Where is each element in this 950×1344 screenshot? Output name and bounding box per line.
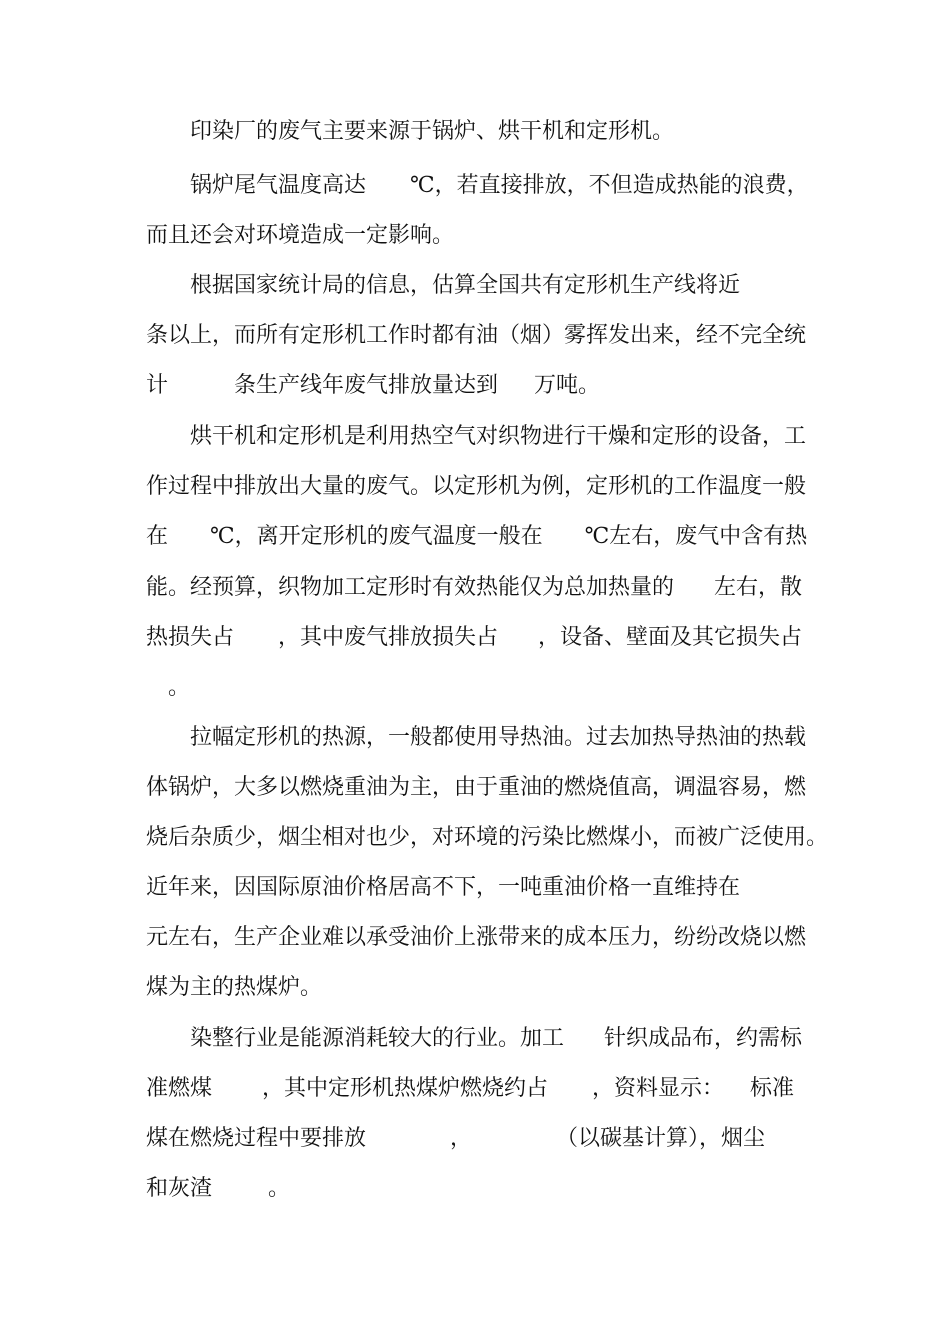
- paragraph-4-line-5: [146, 624, 810, 652]
- paragraph-2-line-1: [190, 172, 810, 200]
- text-segment: ，其中定形机热煤炉燃烧约占: [262, 1076, 549, 1101]
- paragraph-5-line-5: 元左右，生产企业难以承受油价上涨带来的成本压力，纷纷改烧以燃: [146, 925, 807, 950]
- paragraph-3-line-2: 条以上，而所有定形机工作时都有油（烟）雾挥发出来，经不完全统: [146, 323, 807, 348]
- text-segment: ，: [450, 1126, 473, 1151]
- paragraph-6-line-2: [146, 1075, 810, 1103]
- text-segment: 染整行业是能源消耗较大的行业。加工: [190, 1026, 565, 1051]
- text-segment: 煤在燃烧过程中要排放: [146, 1126, 367, 1151]
- text-segment: 和灰渣: [146, 1176, 213, 1201]
- text-segment: ℃，若直接排放，不但造成热能的浪费，: [410, 173, 809, 198]
- paragraph-6-line-1: [190, 1025, 810, 1053]
- paragraph-6-line-4: [146, 1175, 810, 1203]
- text-segment: ℃，离开定形机的废气温度一般在: [210, 524, 543, 549]
- text-segment: 锅炉尾气温度高达: [190, 173, 367, 198]
- paragraph-4-line-6: 。: [168, 675, 191, 700]
- text-segment: 万吨。: [534, 373, 601, 398]
- text-segment: ℃左右，废气中含有热: [584, 524, 808, 549]
- text-segment: 能。经预算，织物加工定形时有效热能仅为总加热量的: [146, 575, 675, 600]
- paragraph-5-line-3: 烧后杂质少，烟尘相对也少，对环境的污染比燃煤小，而被广泛使用。: [146, 825, 829, 850]
- text-segment: 热损失占: [146, 625, 235, 650]
- text-segment: 左右，散: [714, 575, 803, 600]
- paragraph-6-line-3: [146, 1125, 810, 1153]
- text-segment: ，设备、壁面及其它损失占: [538, 625, 803, 650]
- paragraph-5-line-6: 煤为主的热煤炉。: [146, 975, 323, 1000]
- paragraph-4-line-2: 作过程中排放出大量的废气。以定形机为例，定形机的工作温度一般: [146, 474, 807, 499]
- paragraph-4-line-3: [146, 523, 810, 551]
- paragraph-5-line-2: 体锅炉，大多以燃烧重油为主，由于重油的燃烧值高，调温容易，燃: [146, 775, 807, 800]
- paragraph-4-line-1: 烘干机和定形机是利用热空气对织物进行干燥和定形的设备，工: [190, 424, 807, 449]
- paragraph-5-line-4: 近年来，因国际原油价格居高不下，一吨重油价格一直维持在: [146, 875, 741, 900]
- text-segment: 条生产线年废气排放量达到: [234, 373, 499, 398]
- text-segment: 。: [268, 1176, 291, 1201]
- text-segment: 准燃煤: [146, 1076, 213, 1101]
- paragraph-3-line-1: 根据国家统计局的信息，估算全国共有定形机生产线将近: [190, 273, 741, 298]
- text-segment: 标准: [750, 1076, 795, 1101]
- text-segment: （以碳基计算），烟尘: [556, 1126, 766, 1151]
- paragraph-3-line-3: [146, 372, 810, 400]
- paragraph-2-line-2: 而且还会对环境造成一定影响。: [146, 223, 455, 248]
- text-segment: ，其中废气排放损失占: [278, 625, 499, 650]
- paragraph-5-line-1: 拉幅定形机的热源，一般都使用导热油。过去加热导热油的热载: [190, 725, 807, 750]
- text-segment: 针织成品布，约需标: [604, 1026, 803, 1051]
- text-segment: 计: [146, 373, 169, 398]
- paragraph-4-line-4: [146, 574, 810, 602]
- text-segment: ，资料显示：: [592, 1076, 725, 1101]
- paragraph-1-line-1: 印染厂的废气主要来源于锅炉、烘干机和定形机。: [190, 119, 675, 144]
- text-segment: 在: [146, 524, 169, 549]
